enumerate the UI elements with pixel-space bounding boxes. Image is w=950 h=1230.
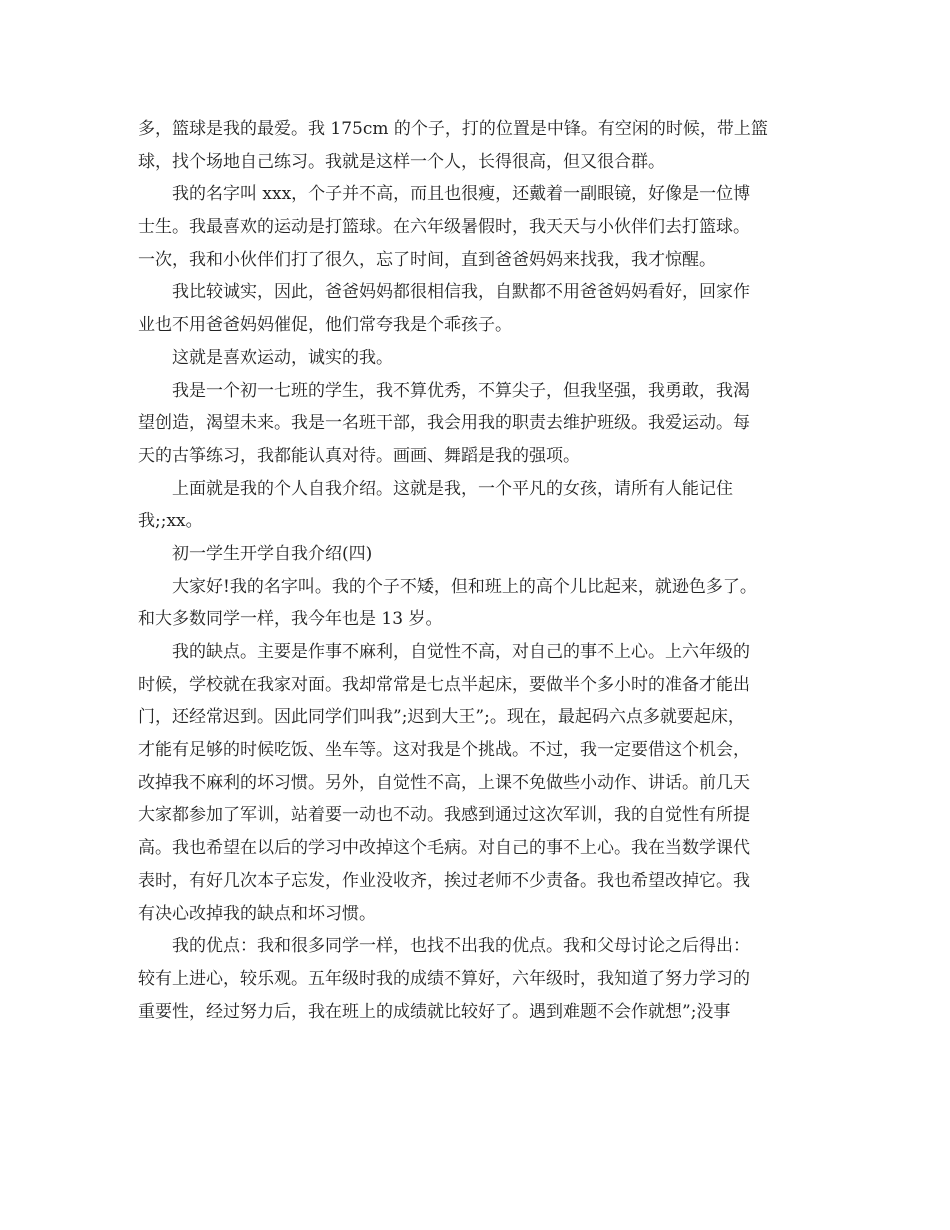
document-body: [138, 113, 828, 1028]
text-line: 士生。我最喜欢的运动是打篮球。在六年级暑假时，我天天与小伙伴们去打篮球。: [138, 217, 750, 238]
text-line: 表时，有好几次本子忘发，作业没收齐，挨过老师不少责备。我也希望改掉它。我: [138, 870, 750, 891]
text-line: 有决心改掉我的缺点和坏习惯。: [138, 903, 376, 924]
text-line: 上面就是我的个人自我介绍。这就是我，一个平凡的女孩，请所有人能记住: [172, 478, 733, 499]
text-line: 业也不用爸爸妈妈催促，他们常夸我是个乖孩子。: [138, 315, 512, 336]
text-line: 我比较诚实，因此，爸爸妈妈都很相信我，自默都不用爸爸妈妈看好，回家作: [172, 282, 750, 303]
text-line: 球，找个场地自己练习。我就是这样一个人，长得很高，但又很合群。: [138, 151, 665, 172]
text-line: 多，篮球是我的最爱。我 175cm 的个子，打的位置是中锋。有空闲的时候，带上篮: [138, 119, 768, 139]
text-line: 我的缺点。主要是作事不麻利，自觉性不高，对自己的事不上心。上六年级的: [172, 642, 750, 662]
text-line: 一次，我和小伙伴们打了很久，忘了时间，直到爸爸妈妈来找我，我才惊醒。: [138, 249, 716, 270]
text-line: 我;;xx。: [138, 511, 203, 532]
text-line: 高。我也希望在以后的学习中改掉这个毛病。对自己的事不上心。我在当数学课代: [138, 838, 750, 859]
text-line: 重要性，经过努力后，我在班上的成绩就比较好了。遇到难题不会作就想”;没事: [138, 1001, 731, 1022]
text-line: 大家好!我的名字叫。我的个子不矮，但和班上的高个儿比起来，就逊色多了。: [172, 576, 757, 597]
text-line: 我的优点：我和很多同学一样，也找不出我的优点。我和父母讨论之后得出：: [172, 936, 750, 957]
text-line: 改掉我不麻利的坏习惯。另外，自觉性不高，上课不免做些小动作、讲话。前几天: [138, 772, 750, 793]
text-line: 这就是喜欢运动，诚实的我。: [172, 347, 393, 368]
text-line: 和大多数同学一样，我今年也是 13 岁。: [138, 609, 443, 630]
text-line: 较有上进心，较乐观。五年级时我的成绩不算好，六年级时，我知道了努力学习的: [138, 968, 750, 989]
text-line: 我的名字叫 xxx，个子并不高，而且也很瘦，还戴着一副眼镜，好像是一位博: [172, 184, 751, 205]
text-line: 天的古筝练习，我都能认真对待。画画、舞蹈是我的强项。: [138, 445, 580, 466]
text-line: 我是一个初一七班的学生，我不算优秀，不算尖子，但我坚强，我勇敢，我渴: [172, 380, 750, 401]
text-line: 大家都参加了军训，站着要一动也不动。我感到通过这次军训，我的自觉性有所提: [138, 805, 750, 826]
text-line: 才能有足够的时候吃饭、坐车等。这对我是个挑战。不过，我一定要借这个机会，: [138, 740, 750, 761]
text-line: 望创造，渴望未来。我是一名班干部，我会用我的职责去维护班级。我爱运动。每: [138, 413, 750, 434]
text-line: 门，还经常迟到。因此同学们叫我”;迟到大王”;。现在，最起码六点多就要起床，: [138, 707, 745, 728]
text-line: 时候，学校就在我家对面。我却常常是七点半起床，要做半个多小时的准备才能出: [138, 674, 750, 695]
text-line: 初一学生开学自我介绍(四): [172, 543, 373, 564]
